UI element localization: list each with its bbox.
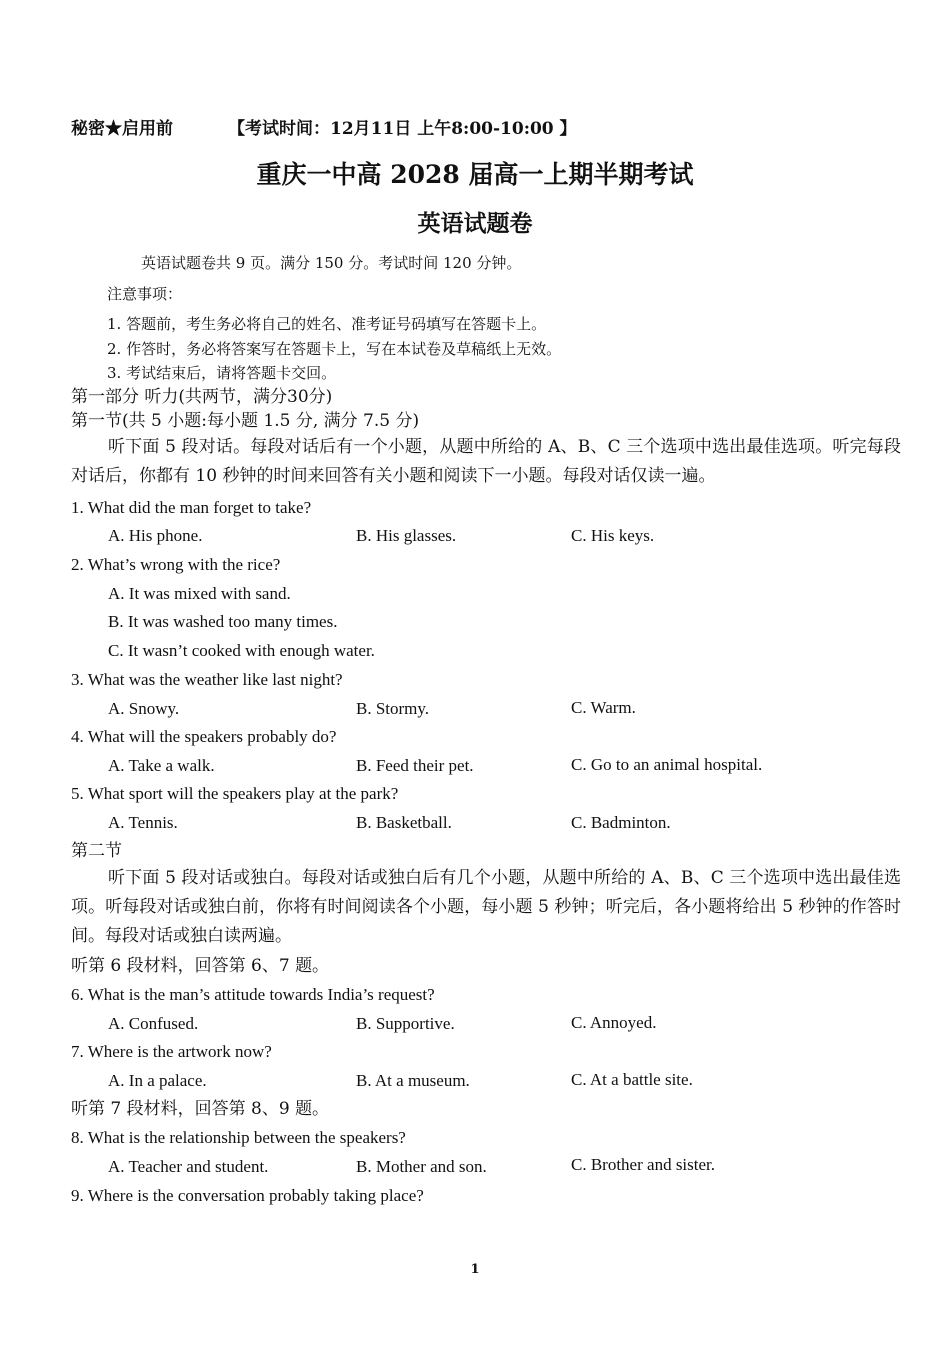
- exam-subtitle: 英语试题卷: [417, 210, 533, 237]
- option-b: B. Feed their pet.: [356, 756, 474, 775]
- option-a: A. His phone.: [108, 526, 203, 545]
- option-b: B. His glasses.: [356, 526, 457, 545]
- question-9: 9. Where is the conversation probably taking place?: [71, 1186, 424, 1205]
- exam-time: 【考试时间：12月11日 上午8:00-10:00 】: [228, 119, 577, 139]
- option-b: B. Stormy.: [356, 699, 430, 718]
- material-6-label: 听第 6 段材料，回答第 6、7 题。: [71, 956, 330, 976]
- question-5: 5. What sport will the speakers play at the park?: [71, 784, 399, 803]
- notice-item: 2. 作答时，务必将答案写在答题卡上，写在本试卷及草稿纸上无效。: [107, 340, 562, 358]
- question-7: 7. Where is the artwork now?: [71, 1042, 272, 1061]
- option-b: B. At a museum.: [356, 1071, 470, 1090]
- question-3: 3. What was the weather like last night?: [71, 670, 343, 689]
- option-a: A. Tennis.: [108, 813, 178, 832]
- option-a: A. Confused.: [108, 1014, 199, 1033]
- option-c: C. Go to an animal hospital.: [571, 755, 763, 774]
- question-8: 8. What is the relationship between the speakers?: [71, 1128, 406, 1147]
- section1-heading: 第一节(共 5 小题:每小题 1.5 分, 满分 7.5 分): [71, 411, 420, 431]
- option-b: B. It was washed too many times.: [108, 612, 338, 631]
- option-a: A. Teacher and student.: [108, 1157, 269, 1176]
- question-6: 6. What is the man’s attitude towards India’s request?: [71, 985, 435, 1004]
- question-2: 2. What’s wrong with the rice?: [71, 555, 281, 574]
- section2-heading: 第二节: [71, 841, 122, 861]
- confidential-label: 秘密★启用前: [71, 119, 173, 139]
- exam-intro: 英语试题卷共 9 页。满分 150 分。考试时间 120 分钟。: [141, 254, 522, 272]
- option-c: C. Badminton.: [571, 813, 671, 832]
- question-4: 4. What will the speakers probably do?: [71, 727, 337, 746]
- page-number: 1: [470, 1262, 480, 1277]
- option-b: B. Supportive.: [356, 1014, 455, 1033]
- option-c: C. Annoyed.: [571, 1013, 657, 1032]
- option-c: C. Brother and sister.: [571, 1155, 716, 1174]
- option-a: A. In a palace.: [108, 1071, 207, 1090]
- notice-item: 1. 答题前，考生务必将自己的姓名、准考证号码填写在答题卡上。: [107, 315, 547, 333]
- option-b: B. Mother and son.: [356, 1157, 487, 1176]
- section1-instruction: 听下面 5 段对话。每段对话后有一个小题，从题中所给的 A、B、C 三个选项中选出最佳选项。听完每段对话后，你都有 10 秒钟的时间来回答有关小题和阅读下一小题。每段对话仅读一遍。: [71, 437, 901, 486]
- material-7-label: 听第 7 段材料，回答第 8、9 题。: [71, 1099, 330, 1119]
- option-c: C. His keys.: [571, 526, 655, 545]
- question-1: 1. What did the man forget to take?: [71, 498, 312, 517]
- option-c: C. Warm.: [571, 698, 636, 717]
- option-a: A. Take a walk.: [108, 756, 215, 775]
- exam-title: 重庆一中高 2028 届高一上期半期考试: [256, 160, 694, 189]
- option-a: A. Snowy.: [108, 699, 180, 718]
- option-a: A. It was mixed with sand.: [108, 584, 291, 603]
- option-c: C. At a battle site.: [571, 1070, 693, 1089]
- option-b: B. Basketball.: [356, 813, 452, 832]
- notice-heading: 注意事项：: [107, 285, 183, 303]
- notice-item: 3. 考试结束后，请将答题卡交回。: [107, 364, 337, 382]
- option-c: C. It wasn’t cooked with enough water.: [108, 641, 375, 660]
- part1-heading: 第一部分 听力(共两节，满分30分): [71, 387, 333, 407]
- section2-instruction: 听下面 5 段对话或独白。每段对话或独白后有几个小题，从题中所给的 A、B、C 三个选项中选出最佳选项。听每段对话或独白前，你将有时间阅读各个小题，每小题 5 秒钟；听完后，各小题将给出 5 秒钟的作答时间。每段对话或独白读两遍。: [71, 868, 901, 946]
